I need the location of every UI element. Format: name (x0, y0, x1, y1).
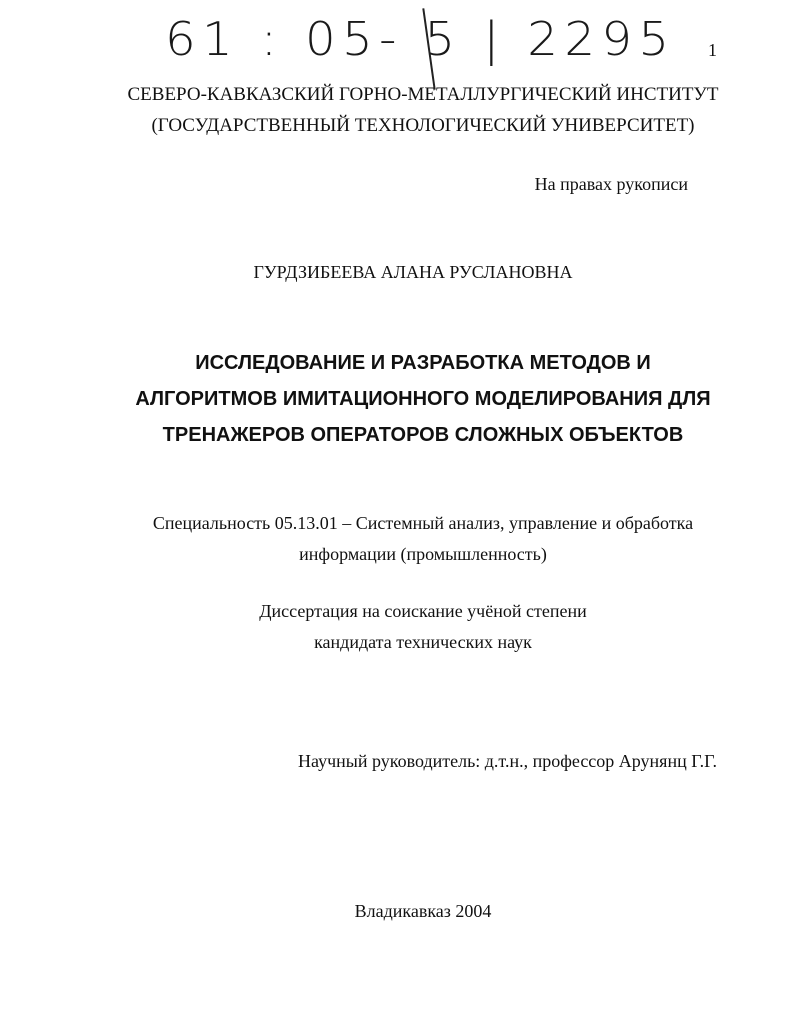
specialty-line-2: информации (промышленность) (299, 544, 547, 564)
institution-line-2: (ГОСУДАРСТВЕННЫЙ ТЕХНОЛОГИЧЕСКИЙ УНИВЕРСИТЕТ) (151, 115, 695, 136)
thesis-title-line-3: ТРЕНАЖЕРОВ ОПЕРАТОРОВ СЛОЖНЫХ ОБЪЕКТОВ (162, 424, 684, 446)
institution-line-1: СЕВЕРО-КАВКАЗСКИЙ ГОРНО-МЕТАЛЛУРГИЧЕСКИЙ ИНСТИТУТ (127, 84, 719, 105)
specialty-line-1: Специальность 05.13.01 – Системный анализ, управление и обработка (152, 513, 694, 533)
page-number: 1 (708, 40, 717, 60)
degree-line-1: Диссертация на соискание учёной степени (259, 601, 587, 621)
thesis-title-line-2: АЛГОРИТМОВ ИМИТАЦИОННОГО МОДЕЛИРОВАНИЯ ДЛЯ (135, 388, 711, 410)
scientific-supervisor: Научный руководитель: д.т.н., профессор Арунянц Г.Г. (298, 751, 717, 771)
city-year: Владикавказ 2004 (354, 901, 492, 921)
thesis-title-line-1: ИССЛЕДОВАНИЕ И РАЗРАБОТКА МЕТОДОВ И (195, 352, 651, 374)
degree-line-2: кандидата технических наук (314, 632, 532, 652)
manuscript-rights: На правах рукописи (534, 174, 688, 194)
handwritten-archive-number: 61 : 05- 5 | 2295 (165, 12, 676, 66)
author-name: ГУРДЗИБЕЕВА АЛАНА РУСЛАНОВНА (253, 262, 573, 282)
